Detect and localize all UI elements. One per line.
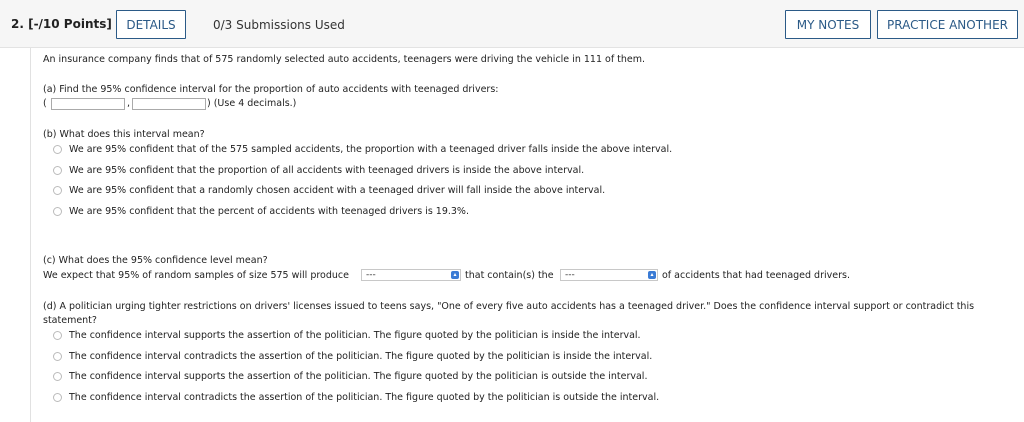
question-header bbox=[0, 0, 1024, 48]
comma-separator: , bbox=[127, 98, 131, 109]
part-d-option-3[interactable] bbox=[53, 369, 647, 383]
part-c-question: (c) What does the 95% confidence level mean? bbox=[43, 255, 268, 266]
problem-intro: An insurance company finds that of 575 randomly selected auto accidents, teenagers were driving the vehicle in 111 of them. bbox=[43, 54, 646, 65]
radio-button[interactable] bbox=[53, 331, 62, 340]
part-a-question: (a) Find the 95% confidence interval for the proportion of auto accidents with teenaged drivers: bbox=[43, 84, 499, 95]
radio-button[interactable] bbox=[53, 186, 62, 195]
radio-button[interactable] bbox=[53, 393, 62, 402]
details-button[interactable]: DETAILS bbox=[116, 10, 186, 39]
option-label: We are 95% confident that the percent of accidents with teenaged drivers is 19.3%. bbox=[69, 205, 469, 217]
part-b-option-3[interactable] bbox=[53, 183, 605, 197]
option-label: The confidence interval supports the assertion of the politician. The figure quoted by the politician is outside the interval. bbox=[69, 370, 648, 382]
part-c-text-3: of accidents that had teenaged drivers. bbox=[662, 270, 850, 281]
part-c-text-1: We expect that 95% of random samples of size 575 will produce bbox=[43, 270, 349, 281]
part-d-option-2[interactable] bbox=[53, 349, 652, 363]
option-label: We are 95% confident that a randomly chosen accident with a teenaged driver will fall inside the above interval. bbox=[69, 184, 606, 196]
part-c-text-2: that contain(s) the bbox=[465, 270, 554, 281]
lower-bound-input[interactable] bbox=[51, 98, 125, 110]
radio-button[interactable] bbox=[53, 352, 62, 361]
part-b-option-2[interactable] bbox=[53, 163, 584, 177]
question-number: 2. [-/10 Points] bbox=[11, 17, 112, 31]
radio-button[interactable] bbox=[53, 372, 62, 381]
select-value: --- bbox=[565, 270, 575, 280]
decimals-note: ) (Use 4 decimals.) bbox=[207, 98, 297, 109]
question-body bbox=[30, 48, 1024, 422]
submissions-count: 0/3 Submissions Used bbox=[213, 18, 345, 32]
dropdown-arrow-icon: ▴︎ bbox=[451, 271, 459, 279]
option-label: The confidence interval contradicts the assertion of the politician. The figure quoted by the politician is outside the interval. bbox=[69, 391, 660, 403]
radio-button[interactable] bbox=[53, 145, 62, 154]
part-d-option-4[interactable] bbox=[53, 390, 659, 404]
part-d-question: (d) A politician urging tighter restrictions on drivers' licenses issued to teens says, "One of every five auto accidents has a teenaged driver." Does the confidence interval support or contradict this bbox=[43, 301, 975, 312]
option-label: The confidence interval contradicts the assertion of the politician. The figure quoted by the politician is inside the interval. bbox=[69, 350, 653, 362]
upper-bound-input[interactable] bbox=[132, 98, 206, 110]
radio-button[interactable] bbox=[53, 207, 62, 216]
select-value: --- bbox=[366, 270, 376, 280]
practice-another-button[interactable]: PRACTICE ANOTHER bbox=[877, 10, 1018, 39]
part-b-option-1[interactable] bbox=[53, 142, 672, 156]
option-label: We are 95% confident that of the 575 sampled accidents, the proportion with a teenaged driver falls inside the above interval. bbox=[69, 143, 673, 155]
option-label: The confidence interval supports the assertion of the politician. The figure quoted by the politician is inside the interval. bbox=[69, 329, 641, 341]
open-paren: ( bbox=[43, 98, 47, 109]
samples-produce-select[interactable] bbox=[361, 269, 461, 281]
my-notes-button[interactable]: MY NOTES bbox=[785, 10, 871, 39]
part-b-option-4[interactable] bbox=[53, 204, 469, 218]
contain-select[interactable] bbox=[560, 269, 658, 281]
part-b-question: (b) What does this interval mean? bbox=[43, 129, 205, 140]
option-label: We are 95% confident that the proportion of all accidents with teenaged drivers is inside the above interval. bbox=[69, 164, 585, 176]
dropdown-arrow-icon: ▴︎ bbox=[648, 271, 656, 279]
part-d-option-1[interactable] bbox=[53, 328, 641, 342]
radio-button[interactable] bbox=[53, 166, 62, 175]
part-d-question-cont: statement? bbox=[43, 315, 97, 326]
